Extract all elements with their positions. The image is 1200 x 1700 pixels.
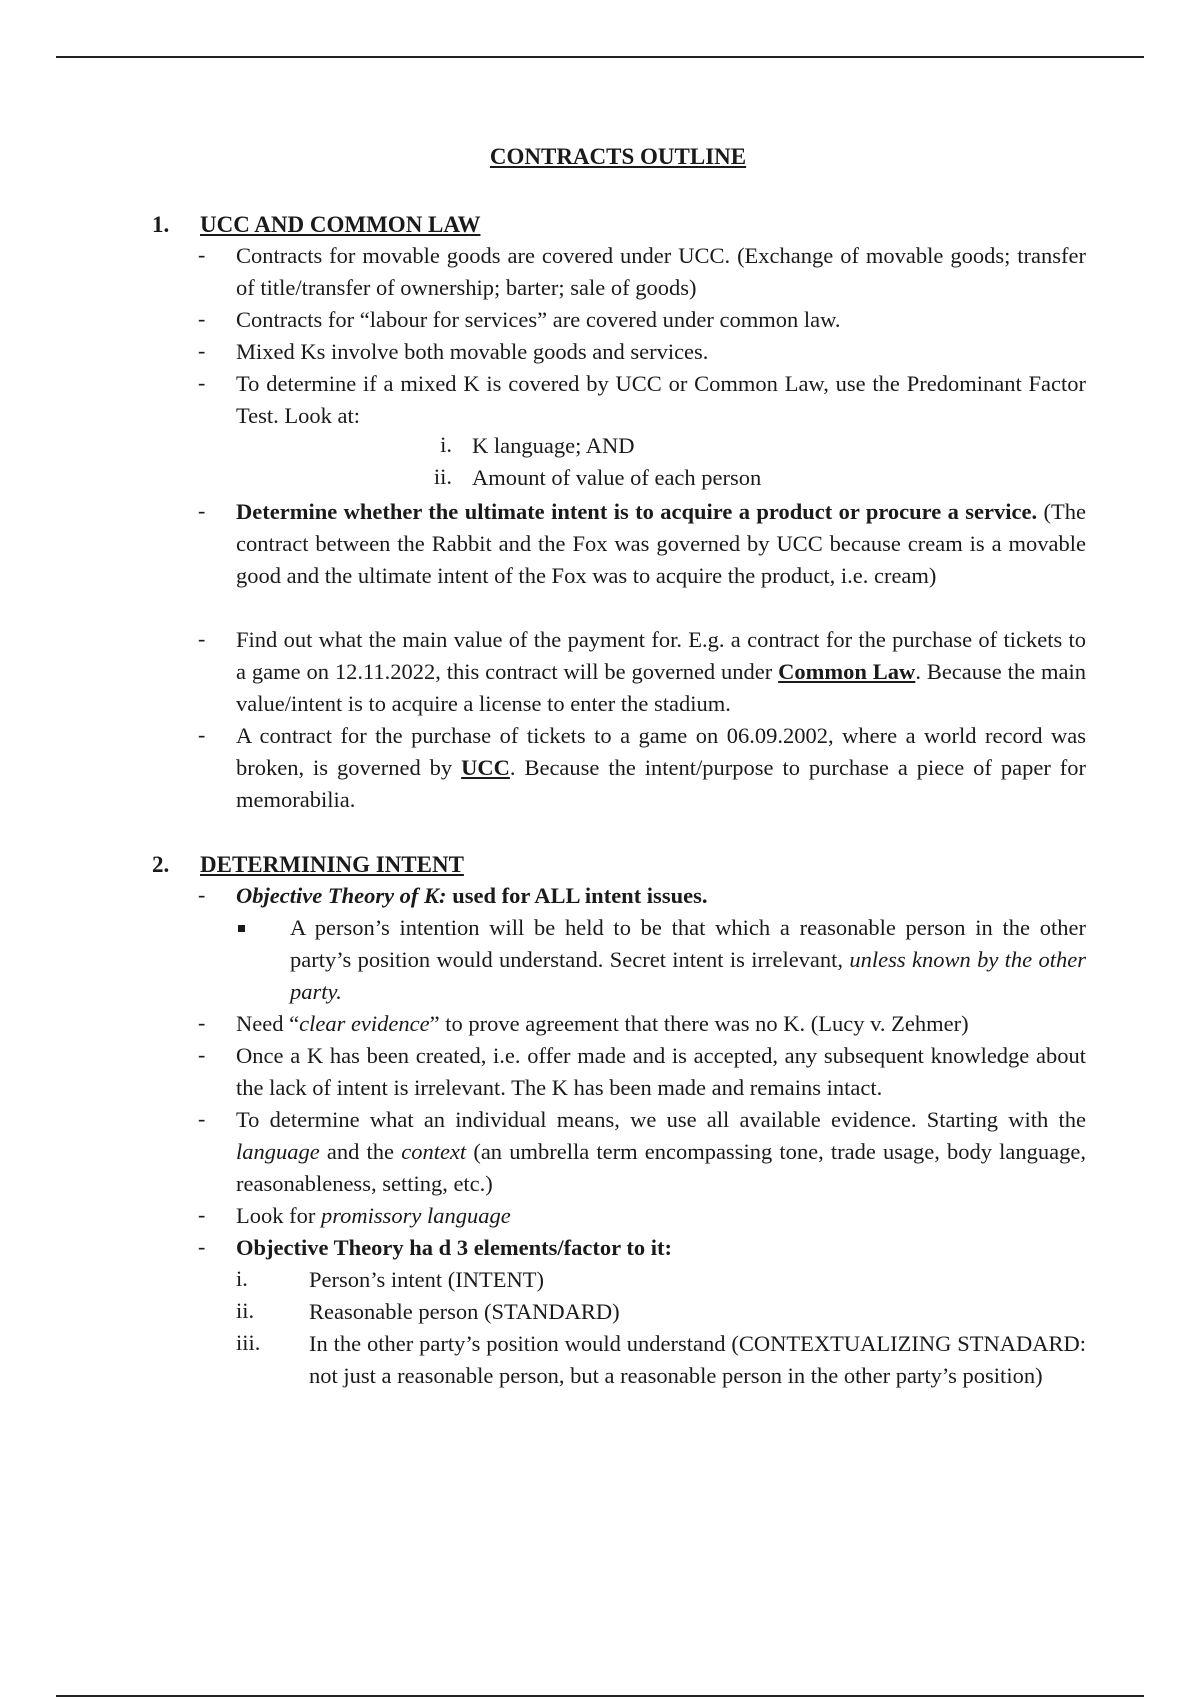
s1-paragraph-6	[236, 624, 1086, 720]
s2-p1-bold-italic: Objective Theory of K:	[236, 883, 447, 908]
s1-p7-c: . Because the intent/purpose to purchase a piece of paper for memorabilia.	[236, 755, 1087, 812]
dash-marker: -	[198, 1042, 206, 1067]
dash-marker: -	[198, 498, 206, 523]
s2-p2-a: Need “	[236, 1011, 300, 1036]
s1-paragraph-4: To determine if a mixed K is covered by UCC or Common Law, use the Predominant Factor Test. Look at:	[236, 371, 1086, 428]
s2-p4-c: (an umbrella term encompassing tone, trade usage, body language, reasonableness, setting, etc.)	[236, 1139, 1086, 1196]
dash-marker: -	[198, 242, 206, 267]
s1-p6-a: Find out what the main value of the payment for. E.g. a contract for the purchase of tickets to a game on 12.11.2022, this contract will be governed under	[236, 627, 1086, 684]
s2-sub-italic: unless known by the other party.	[290, 947, 1086, 1004]
s1-p5-rest: (The contract between the Rabbit and the Fox was governed by UCC because cream is a movable good and the ultimate intent of the Fox was to acquire the product, i.e. cream)	[236, 499, 1086, 588]
s1-list-item-2: Amount of value of each person	[472, 465, 762, 490]
dash-marker: -	[198, 626, 206, 651]
s1-list-num-1: i.	[440, 432, 452, 457]
dash-marker: -	[198, 338, 206, 363]
dash-marker: -	[198, 882, 206, 907]
s2-list-item-3: In the other party’s position would understand (CONTEXTUALIZING STNADARD: not just a reasonable person, but a reasonable person in the other party’s position)	[309, 1331, 1086, 1388]
square-bullet-icon	[238, 925, 245, 932]
s1-p7-a: A contract for the purchase of tickets to a game on 06.09.2002, where a world record was broken, is governed by	[236, 723, 1086, 780]
s1-p6-c: . Because the main value/intent is to acquire a license to enter the stadium.	[236, 659, 1087, 716]
section-2-number: 2.	[152, 852, 170, 877]
s1-paragraph-2: Contracts for “labour for services” are covered under common law.	[236, 307, 841, 332]
s2-p4-b: and the	[319, 1139, 402, 1164]
s2-p4-language: language	[236, 1139, 320, 1164]
s2-sub-bullet	[290, 912, 1086, 1008]
s2-list-num-1: i.	[236, 1266, 248, 1291]
s2-list-item-2: Reasonable person (STANDARD)	[309, 1299, 620, 1324]
s1-p5-bold: Determine whether the ultimate intent is to acquire a product or procure a service.	[236, 499, 1038, 524]
s2-p2-c: ” to prove agreement that there was no K. (Lucy v. Zehmer)	[429, 1011, 969, 1036]
section-1-number: 1.	[152, 212, 170, 237]
s2-list-item-1: Person’s intent (INTENT)	[309, 1267, 544, 1292]
s2-p2-italic: clear evidence	[299, 1011, 430, 1036]
s1-paragraph-1: Contracts for movable goods are covered under UCC. (Exchange of movable goods; transfer of title/transfer of ownership; barter; sale of goods)	[236, 243, 1086, 300]
s1-list-num-2: ii.	[433, 464, 452, 489]
s2-p1-bold: used for ALL intent issues.	[446, 883, 708, 908]
dash-marker: -	[198, 1234, 206, 1259]
dash-marker: -	[198, 1010, 206, 1035]
page-title: CONTRACTS OUTLINE	[489, 144, 747, 169]
s2-p4-a: To determine what an individual means, we use all available evidence. Starting with the	[236, 1107, 1086, 1132]
top-rule	[56, 56, 1144, 58]
dash-marker: -	[198, 1106, 206, 1131]
s2-paragraph-3: Once a K has been created, i.e. offer made and is accepted, any subsequent knowledge about the lack of intent is irrelevant. The K has been made and remains intact.	[236, 1043, 1086, 1100]
s1-paragraph-5	[236, 496, 1086, 592]
bottom-rule	[56, 1695, 1144, 1697]
s1-paragraph-7	[236, 720, 1086, 816]
dash-marker: -	[198, 370, 206, 395]
s1-paragraph-3: Mixed Ks involve both movable goods and services.	[236, 339, 709, 364]
s2-p5-a: Look for	[236, 1203, 321, 1228]
s2-list-num-3: iii.	[236, 1330, 261, 1355]
s2-p5-italic: promissory language	[320, 1203, 511, 1228]
section-2-heading: DETERMINING INTENT	[200, 852, 464, 877]
s2-paragraph-5	[236, 1200, 1086, 1232]
dash-marker: -	[198, 306, 206, 331]
s2-list-num-2: ii.	[236, 1298, 255, 1323]
s2-sub-a: A person’s intention will be held to be that which a reasonable person in the other party’s position would understand. Secret intent is irrelevant,	[290, 915, 1086, 972]
s2-paragraph-1	[236, 880, 1086, 912]
s2-paragraph-6: Objective Theory ha d 3 elements/factor to it:	[236, 1235, 672, 1260]
s2-p4-context: context	[401, 1139, 467, 1164]
s1-p7-ucc: UCC	[461, 755, 510, 780]
s1-p6-common-law: Common Law	[778, 659, 916, 684]
s2-paragraph-4	[236, 1104, 1086, 1200]
s1-list-item-1: K language; AND	[472, 433, 635, 458]
section-1-heading: UCC AND COMMON LAW	[200, 212, 481, 237]
s2-paragraph-2	[236, 1008, 1086, 1040]
dash-marker: -	[198, 722, 206, 747]
dash-marker: -	[198, 1202, 206, 1227]
